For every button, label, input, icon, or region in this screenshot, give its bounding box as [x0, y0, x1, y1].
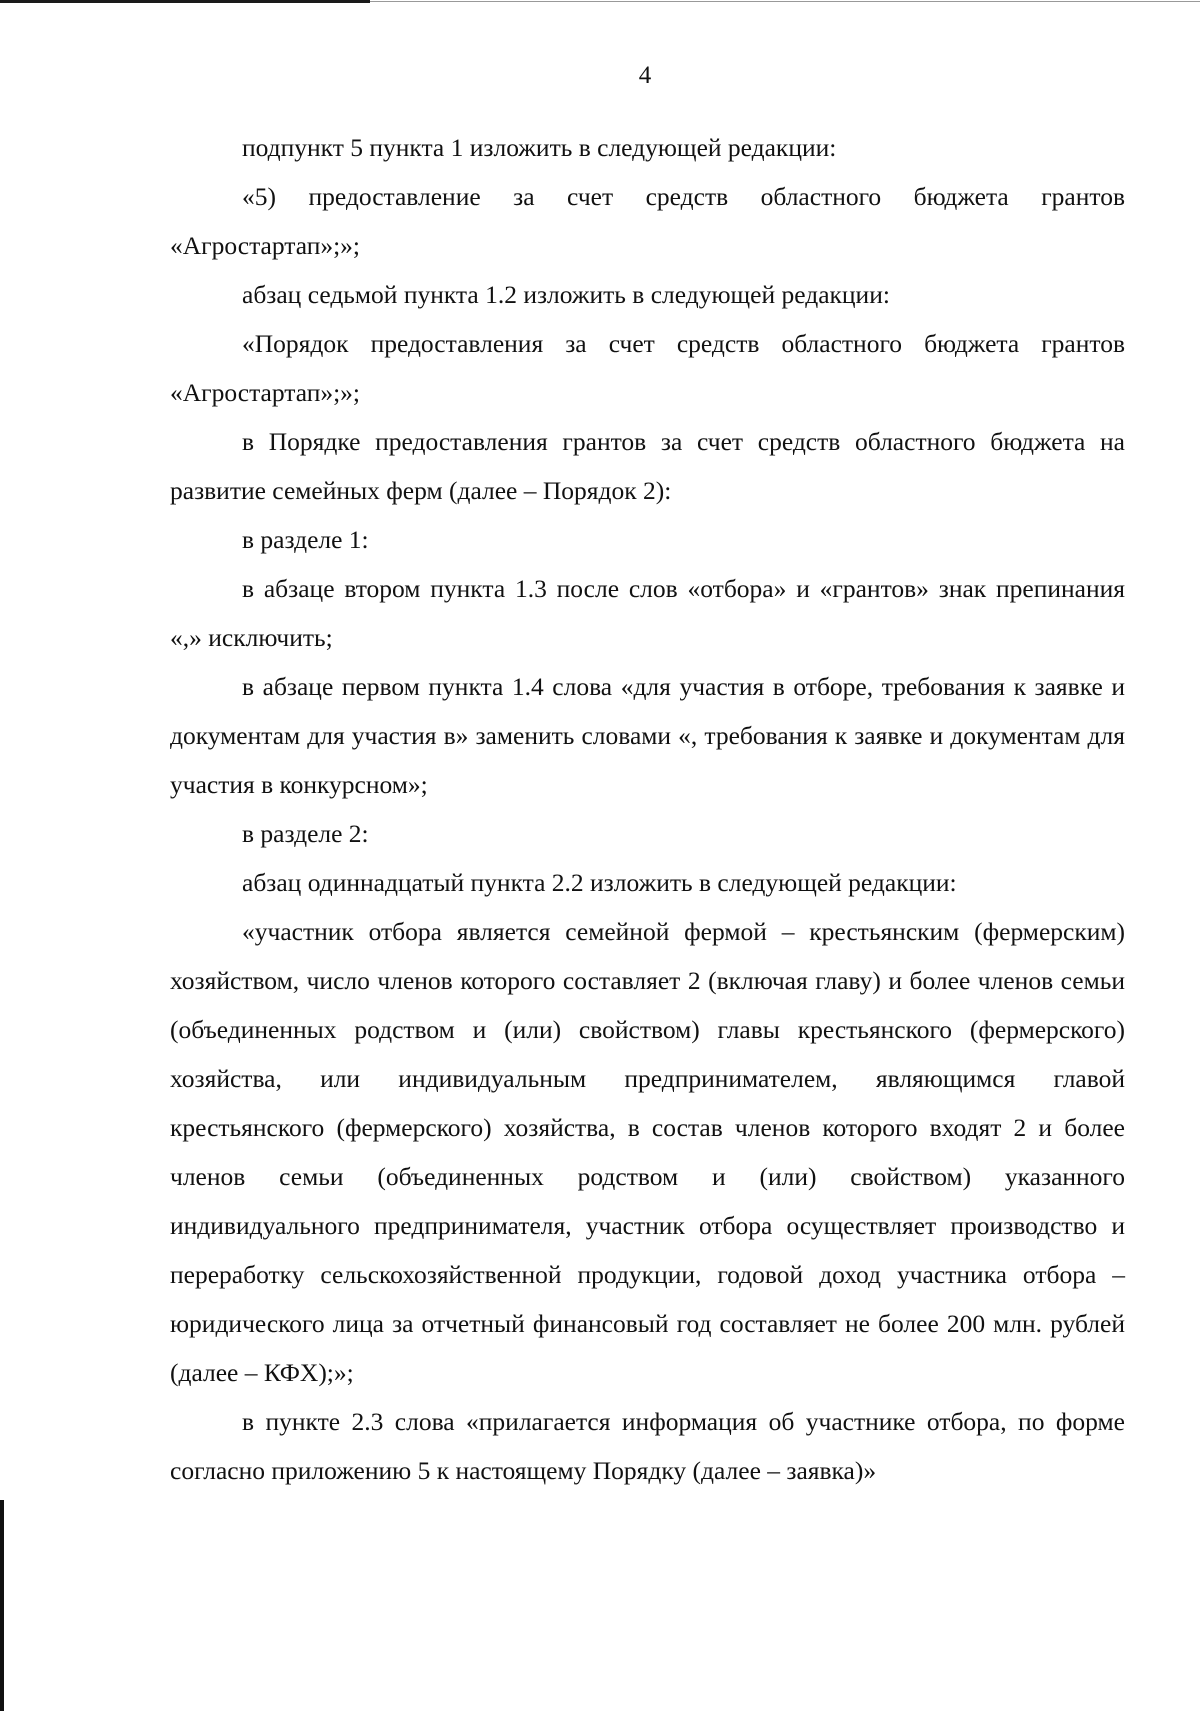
paragraph: в пункте 2.3 слова «прилагается информация об участнике отбора, по форме согласно приложению 5 к настоящему Порядку (далее – заявка)» — [170, 1407, 1125, 1485]
paragraph: абзац одиннадцатый пункта 2.2 изложить в следующей редакции: — [242, 868, 957, 897]
paragraph: «участник отбора является семейной фермой – крестьянским (фермерским) хозяйством, число членов которого составляет 2 (включая главу) и более членов семьи (объединенных родством и (или) свойством) главы крестьянского (фермерского) хозяйства, или индивидуальным предпринимателем, являющимся главой крестьянского (фермерского) хозяйства, в состав членов которого входят 2 и более членов семьи (объединенных родством и (или) свойством) указанного индивидуального предпринимателя, участник отбора осуществляет производство и переработку сельскохозяйственной продукции, годовой доход участника отбора – юридического лица за отчетный финансовый год составляет не более 200 млн. рублей (далее – КФХ);»; — [170, 917, 1125, 1387]
paragraph: в абзаце втором пункта 1.3 после слов «отбора» и «грантов» знак препинания «,» исключить; — [170, 574, 1125, 652]
paragraph: в абзаце первом пункта 1.4 слова «для участия в отборе, требования к заявке и документам для участия в» заменить словами «, требования к заявке и документам для участия в конкурсном»; — [170, 672, 1125, 799]
paragraph: подпункт 5 пункта 1 изложить в следующей редакции: — [242, 133, 837, 162]
scan-edge-line-faint — [370, 1, 1200, 2]
scan-edge-line — [0, 0, 370, 3]
page-number: 4 — [638, 62, 652, 89]
paragraph: в разделе 2: — [242, 819, 369, 848]
paragraph: в разделе 1: — [242, 525, 369, 554]
paragraph: «Порядок предоставления за счет средств областного бюджета грантов «Агростартап»;»; — [170, 329, 1125, 407]
paragraph: «5) предоставление за счет средств областного бюджета грантов «Агростартап»;»; — [170, 182, 1125, 260]
paragraph: в Порядке предоставления грантов за счет средств областного бюджета на развитие семейных ферм (далее – Порядок 2): — [170, 427, 1125, 505]
scan-edge-bar — [0, 1500, 4, 1711]
document-body — [170, 123, 1125, 1495]
paragraph: абзац седьмой пункта 1.2 изложить в следующей редакции: — [242, 280, 890, 309]
